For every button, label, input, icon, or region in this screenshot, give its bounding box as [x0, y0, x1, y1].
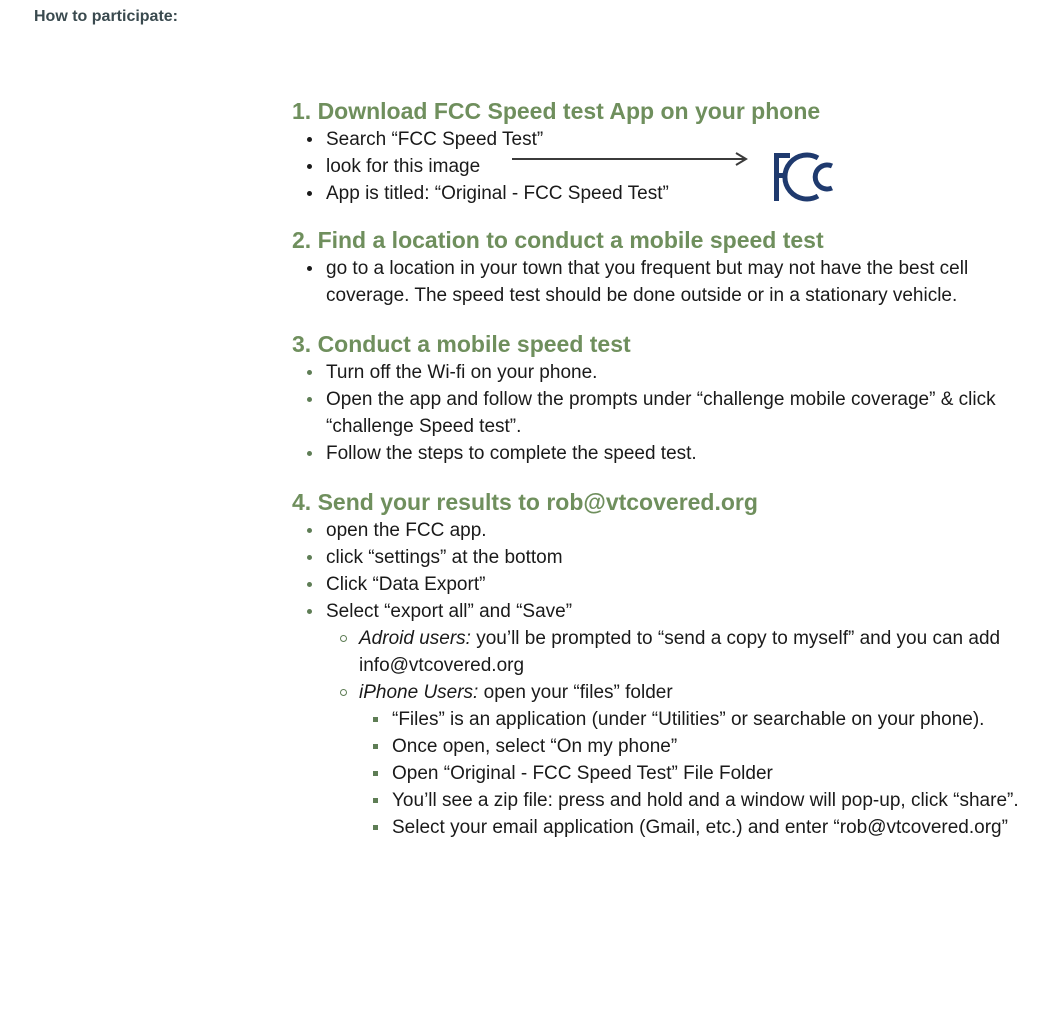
list-item: Click “Data Export”	[292, 571, 1032, 598]
step-4-sublist	[292, 625, 1032, 841]
list-item: Once open, select “On my phone”	[359, 733, 1032, 760]
list-item: Turn off the Wi-fi on your phone.	[292, 359, 1032, 386]
step-3-title: 3. Conduct a mobile speed test	[292, 331, 631, 357]
list-item: Select your email application (Gmail, etc.) and enter “rob@vtcovered.org”	[359, 814, 1032, 841]
android-label: Adroid users:	[359, 628, 471, 649]
list-item: Open the app and follow the prompts under “challenge mobile coverage” & click “challenge Speed test”.	[292, 386, 1032, 440]
list-item: “Files” is an application (under “Utilities” or searchable on your phone).	[359, 706, 1032, 733]
list-item: Follow the steps to complete the speed test.	[292, 440, 1032, 467]
android-instructions	[326, 625, 1032, 679]
list-item: Search “FCC Speed Test”	[292, 126, 1032, 153]
step-1-list	[292, 126, 1032, 207]
list-item: You’ll see a zip file: press and hold and a window will pop-up, click “share”.	[359, 787, 1032, 814]
list-item: App is titled: “Original - FCC Speed Test”	[292, 180, 1032, 207]
iphone-text: open your “files” folder	[478, 682, 673, 703]
step-1-title: 1. Download FCC Speed test App on your phone	[292, 98, 821, 124]
step-4	[292, 487, 1032, 841]
instructions-document	[292, 96, 1032, 853]
list-item: go to a location in your town that you frequent but may not have the best cell coverage. The speed test should be done outside or in a stationary vehicle.	[292, 255, 1032, 309]
list-item: click “settings” at the bottom	[292, 544, 1032, 571]
iphone-instructions	[326, 679, 1032, 841]
list-item: open the FCC app.	[292, 517, 1032, 544]
step-2	[292, 225, 1032, 309]
iphone-label: iPhone Users:	[359, 682, 479, 703]
list-item: Open “Original - FCC Speed Test” File Folder	[359, 760, 1032, 787]
page-heading: How to participate:	[34, 8, 179, 25]
list-item: look for this image	[292, 153, 1032, 180]
list-item: Select “export all” and “Save”	[292, 598, 1032, 625]
iphone-steps-list	[359, 706, 1032, 841]
step-2-list	[292, 255, 1032, 309]
step-4-title: 4. Send your results to rob@vtcovered.org	[292, 489, 758, 515]
step-2-title: 2. Find a location to conduct a mobile speed test	[292, 227, 824, 253]
step-4-list	[292, 517, 1032, 625]
step-3-list	[292, 359, 1032, 467]
arrow-right-icon	[512, 152, 752, 166]
step-3	[292, 329, 1032, 467]
fcc-logo-icon	[772, 150, 838, 204]
android-text: you’ll be prompted to “send a copy to myself” and you can add info@vtcovered.org	[359, 628, 1001, 676]
step-1	[292, 96, 1032, 207]
